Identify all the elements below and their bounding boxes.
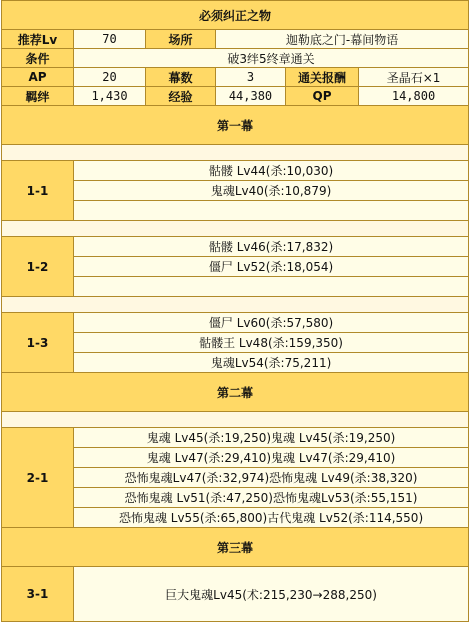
- condition-label: 条件: [2, 49, 74, 68]
- enemy-empty-slot: [74, 277, 469, 297]
- enemy-entry: 僵尸 Lv52(杀:18,054): [74, 257, 469, 277]
- enemy-entry: 恐怖鬼魂 Lv51(杀:47,250)恐怖鬼魂Lv53(杀:55,151): [74, 488, 469, 508]
- quest-table: [1, 0, 469, 622]
- qp-label: QP: [286, 87, 359, 106]
- bond-value: 1,430: [74, 87, 146, 106]
- wave-label: 1-2: [2, 237, 74, 297]
- enemy-entry: 骷髅 Lv46(杀:17,832): [74, 237, 469, 257]
- enemy-row: [2, 313, 469, 333]
- act-title: 第二幕: [2, 373, 469, 412]
- reward-value: 圣晶石×1: [359, 68, 469, 87]
- act-title: 第三幕: [2, 528, 469, 567]
- enemy-row: [2, 237, 469, 257]
- wave-label: 2-1: [2, 428, 74, 528]
- enemy-entry: 鬼魂Lv54(杀:75,211): [74, 353, 469, 373]
- exp-value: 44,380: [216, 87, 286, 106]
- ap-label: AP: [2, 68, 74, 87]
- reward-label: 通关报酬: [286, 68, 359, 87]
- wave-spacer: [2, 221, 469, 237]
- recommended-level-label: 推荐Lv: [2, 30, 74, 49]
- condition-value: 破3绊5终章通关: [74, 49, 469, 68]
- wave-spacer: [2, 412, 469, 428]
- wave-spacer: [2, 145, 469, 161]
- enemy-row: [2, 161, 469, 181]
- enemy-row: [2, 567, 469, 622]
- enemy-entry: 鬼魂 Lv47(杀:29,410)鬼魂 Lv47(杀:29,410): [74, 448, 469, 468]
- enemy-entry: 恐怖鬼魂Lv47(杀:32,974)恐怖鬼魂 Lv49(杀:38,320): [74, 468, 469, 488]
- enemy-entry: 骷髅王 Lv48(杀:159,350): [74, 333, 469, 353]
- enemy-entry: 鬼魂 Lv45(杀:19,250)鬼魂 Lv45(杀:19,250): [74, 428, 469, 448]
- acts-count-label: 幕数: [146, 68, 216, 87]
- wave-label: 1-1: [2, 161, 74, 221]
- location-label: 场所: [146, 30, 216, 49]
- acts-count-value: 3: [216, 68, 286, 87]
- enemy-entry: 僵尸 Lv60(杀:57,580): [74, 313, 469, 333]
- wave-label: 1-3: [2, 313, 74, 373]
- qp-value: 14,800: [359, 87, 469, 106]
- enemy-entry: 鬼魂Lv40(杀:10,879): [74, 181, 469, 201]
- act-title: 第一幕: [2, 106, 469, 145]
- enemy-empty-slot: [74, 201, 469, 221]
- enemy-row: [2, 428, 469, 448]
- wave-label: 3-1: [2, 567, 74, 622]
- ap-value: 20: [74, 68, 146, 87]
- enemy-entry: 巨大鬼魂Lv45(术:215,230→288,250): [74, 567, 469, 622]
- enemy-entry: 恐怖鬼魂 Lv55(杀:65,800)古代鬼魂 Lv52(杀:114,550): [74, 508, 469, 528]
- bond-label: 羁绊: [2, 87, 74, 106]
- enemy-entry: 骷髅 Lv44(杀:10,030): [74, 161, 469, 181]
- exp-label: 经验: [146, 87, 216, 106]
- recommended-level-value: 70: [74, 30, 146, 49]
- quest-title: 必须纠正之物: [2, 1, 469, 30]
- location-value: 迦勒底之门-幕间物语: [216, 30, 469, 49]
- wave-spacer: [2, 297, 469, 313]
